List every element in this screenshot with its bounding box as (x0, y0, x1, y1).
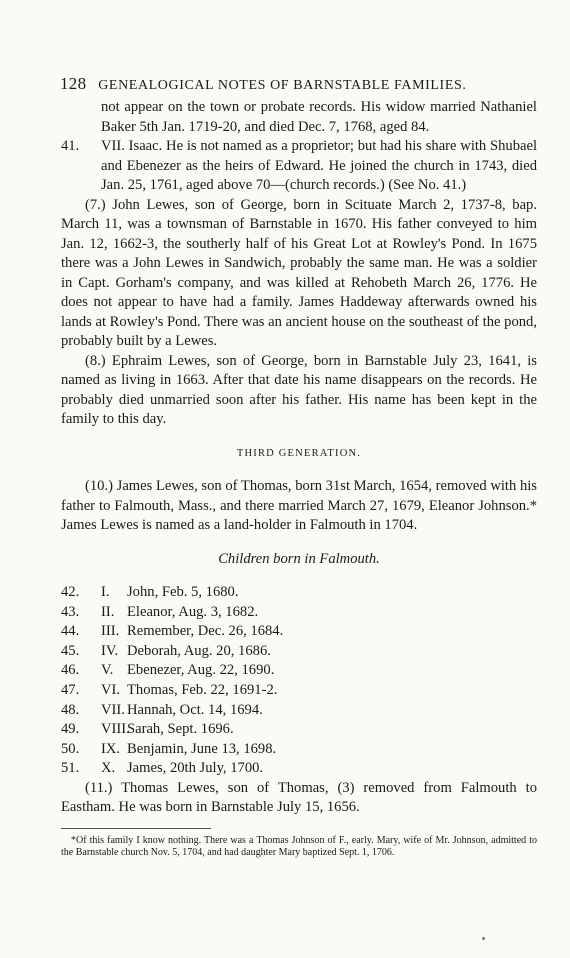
entry-number: 41. (61, 138, 80, 154)
footnote-rule (61, 828, 211, 829)
paragraph-8: (8.) Ephraim Lewes, son of George, born in Barnstable July 23, 1641, is named as living in 1663. After that date his name disappears on the records. He probably died unmarried soon after his father. His name has been kept in the family to this day. (61, 352, 537, 427)
page-speck (482, 937, 485, 940)
list-item: 46. V. Ebenezer, Aug. 22, 1690. (61, 662, 275, 679)
list-item: 50. IX. Benjamin, June 13, 1698. (61, 740, 277, 757)
list-item: 49. VIII. Sarah, Sept. 1696. (61, 721, 234, 738)
page-number: 128 (60, 74, 87, 93)
list-item: 44. III. Remember, Dec. 26, 1684. (61, 623, 284, 640)
entry-41 (61, 137, 537, 196)
list-item: 48. VII. Hannah, Oct. 14, 1694. (61, 701, 263, 718)
paragraph-7: (7.) John Lewes, son of George, born in Scituate March 2, 1737-8, bap. March 11, was a townsman of Barnstable in 1670. His father conveyed to him Jan. 12, 1662-3, the southerly half of his Great Lot at Rowley's Pond. In 1675 there was a John Lewes in Sandwich, probably the same man. He was a soldier in Capt. Gorham's company, and was killed at Rehobeth March 26, 1776. He does not appear to have had a family. James Haddeway afterwards owned his lands at Rowley's Pond. There was an ancient house on the southeast of the pond, probably built by a Lewes. (61, 196, 537, 349)
list-item: 42. I. John, Feb. 5, 1680. (61, 584, 239, 600)
footnote: *Of this family I know nothing. There was a Thomas Johnson of F., early. Mary, wife of Mr. Johnson, admitted to the Barnstable church Nov. 5, 1704, and had daughter Mary baptized Sept. 1, 1706. (61, 834, 537, 859)
children-list (61, 583, 537, 779)
continued-paragraph: not appear on the town or probate records. His widow married Nathaniel Baker 5th Jan. 1719-20, and died Dec. 7, 1768, aged 84. (101, 99, 537, 135)
list-item: 43. II. Eleanor, Aug. 3, 1682. (61, 603, 259, 620)
list-item: 45. IV. Deborah, Aug. 20, 1686. (61, 642, 271, 659)
running-title: GENEALOGICAL NOTES OF BARNSTABLE FAMILIES. (98, 78, 467, 93)
paragraph-10: (10.) James Lewes, son of Thomas, born 31st March, 1654, removed with his father to Falmouth, Mass., and there married March 27, 1679, Eleanor Johnson.* James Lewes is named as a land-holder in Falmouth in 1704. (61, 478, 537, 533)
running-header (60, 74, 466, 94)
children-heading: Children born in Falmouth. (218, 550, 380, 567)
entry-text: VII. Isaac. He is not named as a proprietor; but had his share with Shubael and Ebenezer as the heirs of Edward. He joined the church in 1743, died Jan. 25, 1761, aged above 70—(church records.) (See No. 41.) (101, 138, 537, 193)
list-item: 47. VI. Thomas, Feb. 22, 1691-2. (61, 681, 278, 698)
list-item: 51. X. James, 20th July, 1700. (61, 760, 264, 777)
page-body (61, 98, 537, 860)
section-heading: THIRD GENERATION. (236, 447, 362, 459)
paragraph-11: (11.) Thomas Lewes, son of Thomas, (3) removed from Falmouth to Eastham. He was born in Barnstable July 15, 1656. (61, 779, 537, 816)
